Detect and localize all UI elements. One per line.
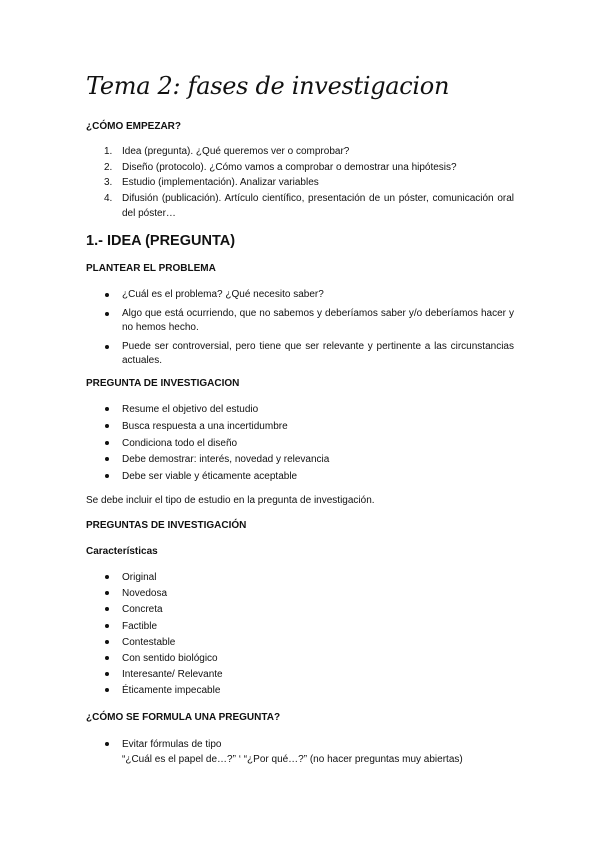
list-item: Algo que está ocurriendo, que no sabemos y deberíamos saber y/o deberíamos hacer y no hemos hecho. [104, 307, 514, 336]
list-item: Éticamente impecable [104, 683, 223, 699]
list-item: Debe ser viable y éticamente aceptable [104, 469, 329, 486]
como-empezar-list [104, 144, 514, 222]
list-item: Puede ser controversial, pero tiene que ser relevante y pertinente a las circunstancias actuales. [104, 340, 514, 369]
pregunta-note: Se debe incluir el tipo de estudio en la pregunta de investigación. [86, 495, 375, 506]
list-item: ¿Cuál es el problema? ¿Qué necesito saber? [104, 288, 514, 303]
preguntas-investigacion-heading: PREGUNTAS DE INVESTIGACIÓN [86, 520, 247, 531]
bullet-icon [105, 441, 109, 445]
list-item: Con sentido biológico [104, 651, 223, 667]
bullet-icon [105, 607, 109, 611]
list-item: Factible [104, 619, 223, 635]
bullet-icon [105, 407, 109, 411]
bullet-icon [105, 474, 109, 478]
list-item: Busca respuesta a una incertidumbre [104, 419, 329, 436]
pregunta-investigacion-heading: PREGUNTA DE INVESTIGACION [86, 378, 240, 389]
list-item: Resume el objetivo del estudio [104, 402, 329, 419]
plantear-heading: PLANTEAR EL PROBLEMA [86, 263, 216, 274]
bullet-icon [105, 575, 109, 579]
bullet-icon [105, 312, 109, 316]
list-item: 3. Estudio (implementación). Analizar variables [104, 177, 319, 188]
list-item: 1. Idea (pregunta). ¿Qué queremos ver o comprobar? [104, 146, 350, 157]
caracteristicas-heading: Características [86, 546, 158, 557]
bullet-icon [105, 688, 109, 692]
plantear-list [104, 288, 514, 373]
bullet-icon [105, 624, 109, 628]
page-title: Tema 2: fases de investigacion [86, 72, 450, 100]
como-formula-heading: ¿CÓMO SE FORMULA UNA PREGUNTA? [86, 712, 281, 723]
bullet-icon [105, 591, 109, 595]
section-idea-heading: 1.- IDEA (PREGUNTA) [86, 233, 236, 249]
list-item: Novedosa [104, 586, 223, 602]
list-item: Debe demostrar: interés, novedad y relevancia [104, 452, 329, 469]
list-item: 4. Difusión (publicación). Artículo científico, presentación de un póster, comunicación oral del póster… [104, 192, 514, 219]
list-item: Concreta [104, 602, 223, 618]
list-item: 2. Diseño (protocolo). ¿Cómo vamos a comprobar o demostrar una hipótesis? [104, 161, 457, 173]
bullet-icon [105, 457, 109, 461]
bullet-icon [105, 293, 109, 297]
bullet-icon [105, 424, 109, 428]
como-formula-list [104, 737, 463, 767]
bullet-icon [105, 742, 109, 746]
pregunta-investigacion-list [104, 402, 329, 486]
list-item: Evitar fórmulas de tipo “¿Cuál es el papel de…?” ‘ “¿Por qué…?” (no hacer preguntas muy abiertas) [104, 737, 463, 767]
list-item: Interesante/ Relevante [104, 667, 223, 683]
bullet-icon [105, 345, 109, 349]
bullet-icon [105, 640, 109, 644]
bullet-icon [105, 656, 109, 660]
list-item: Condiciona todo el diseño [104, 436, 329, 453]
caracteristicas-list [104, 570, 223, 700]
list-item: Contestable [104, 635, 223, 651]
como-empezar-heading: ¿CÓMO EMPEZAR? [86, 121, 181, 132]
bullet-icon [105, 672, 109, 676]
list-item: Original [104, 570, 223, 586]
